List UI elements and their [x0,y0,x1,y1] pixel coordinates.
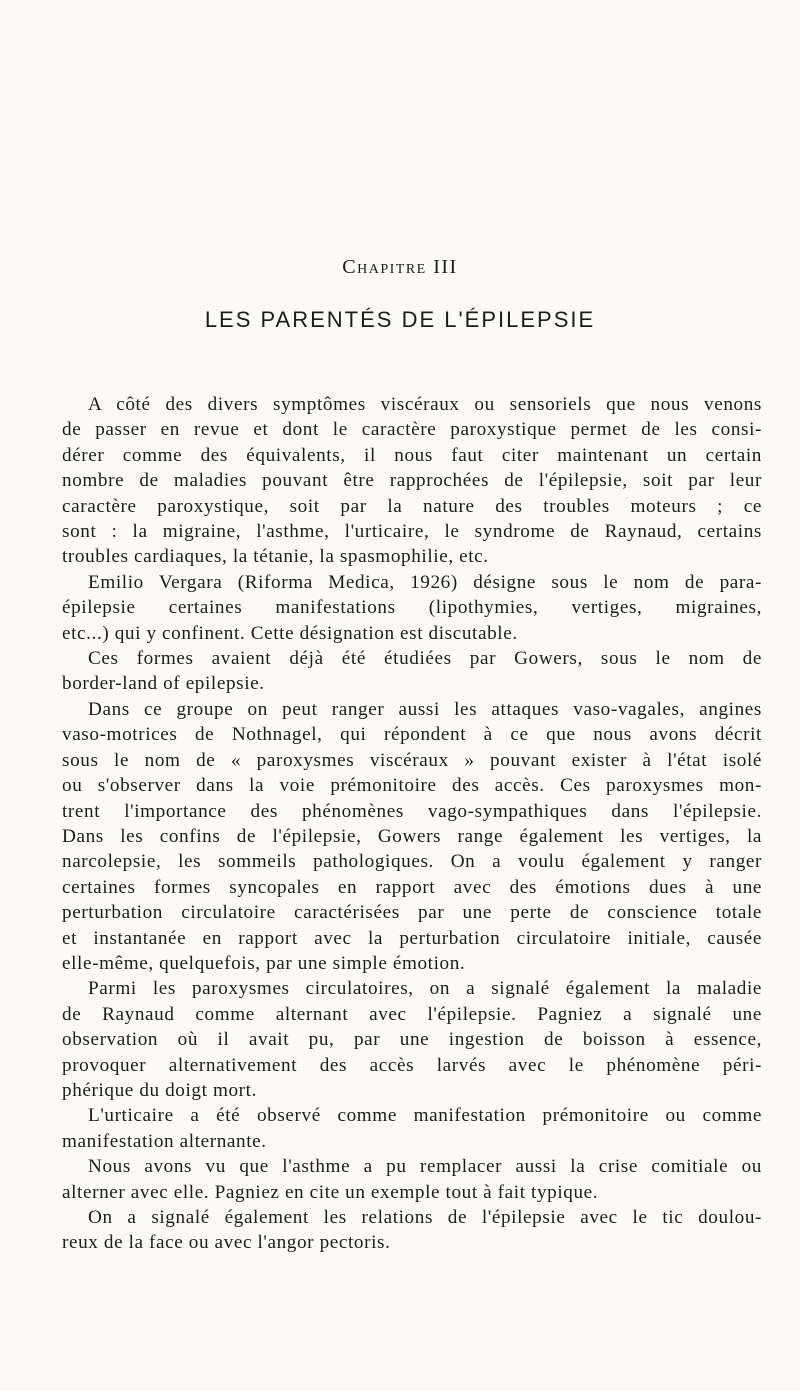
text-line: alterner avec elle. Pagniez en cite un exemple tout à fait typique. [62,1181,599,1203]
text-line: Nous avons vu que l'asthme a pu remplacer aussi la crise comitiale ou [88,1156,762,1178]
text-line: Ces formes avaient déjà été étudiées par Gowers, sous le nom de [88,648,762,670]
text-line: Dans ce groupe on peut ranger aussi les attaques vaso-vagales, angines [88,698,762,720]
text-line: vaso-motrices de Nothnagel, qui répondent à ce que nous avons décrit [62,724,762,746]
text-line: provoquer alternativement des accès larvés avec le phénomène péri- [62,1054,762,1076]
text-line: On a signalé également les relations de l'épilepsie avec le tic doulou- [88,1207,762,1228]
text-line: L'urticaire a été observé comme manifestation prémonitoire ou comme [88,1105,762,1127]
text-line: perturbation circulatoire caractérisées par une perte de conscience totale [62,902,762,924]
text-line: manifestation alternante. [62,1130,267,1152]
text-line: nombre de maladies pouvant être rapprochées de l'épilepsie, soit par leur [62,470,762,492]
text-line: Parmi les paroxysmes circulatoires, on a signalé également la maladie [88,978,762,1000]
text-line: sont : la migraine, l'asthme, l'urticaire, le syndrome de Raynaud, certains [62,521,762,543]
text-line: etc...) qui y confinent. Cette désignation est discutable. [62,622,518,644]
text-line: narcolepsie, les sommeils pathologiques. On a voulu également y ranger [62,851,762,873]
text-line: border-land of epilepsie. [62,673,265,695]
text-line: épilepsie certaines manifestations (lipothymies, vertiges, migraines, [62,597,762,619]
text-line: trent l'importance des phénomènes vago-sympathiques dans l'épilepsie. [62,800,762,822]
text-line: et instantanée en rapport avec la perturbation circulatoire initiale, causée [62,927,762,949]
text-line: caractère paroxystique, soit par la nature des troubles moteurs ; ce [62,495,762,517]
text-line: troubles cardiaques, la tétanie, la spasmophilie, etc. [62,546,489,568]
text-line: Emilio Vergara (Riforma Medica, 1926) désigne sous le nom de para- [88,571,762,593]
text-line: ou s'observer dans la voie prémonitoire des accès. Ces paroxysmes mon- [62,775,762,797]
text-line: reux de la face ou avec l'angor pectoris. [62,1232,391,1254]
text-line: de Raynaud comme alternant avec l'épilepsie. Pagniez a signalé une [62,1003,762,1025]
text-line: elle-même, quelquefois, par une simple émotion. [62,952,466,974]
text-line: sous le nom de « paroxysmes viscéraux » pouvant exister à l'état isolé [62,749,762,771]
text-line: de passer en revue et dont le caractère paroxystique permet de les consi- [62,419,762,441]
text-line: observation où il avait pu, par une ingestion de boisson à essence, [62,1029,762,1051]
text-line: Dans les confins de l'épilepsie, Gowers range également les vertiges, la [62,825,762,847]
chapter-title: LES PARENTÉS DE L'ÉPILEPSIE [204,307,596,332]
text-line: dérer comme des équivalents, il nous faut citer maintenant un certain [62,444,762,466]
text-line: certaines formes syncopales en rapport avec des émotions dues à une [62,876,762,898]
text-line: A côté des divers symptômes viscéraux ou sensoriels que nous venons [88,394,762,415]
body-text [62,392,762,1256]
text-line: phérique du doigt mort. [62,1079,257,1101]
chapter-heading: Chapitre III [342,256,458,278]
